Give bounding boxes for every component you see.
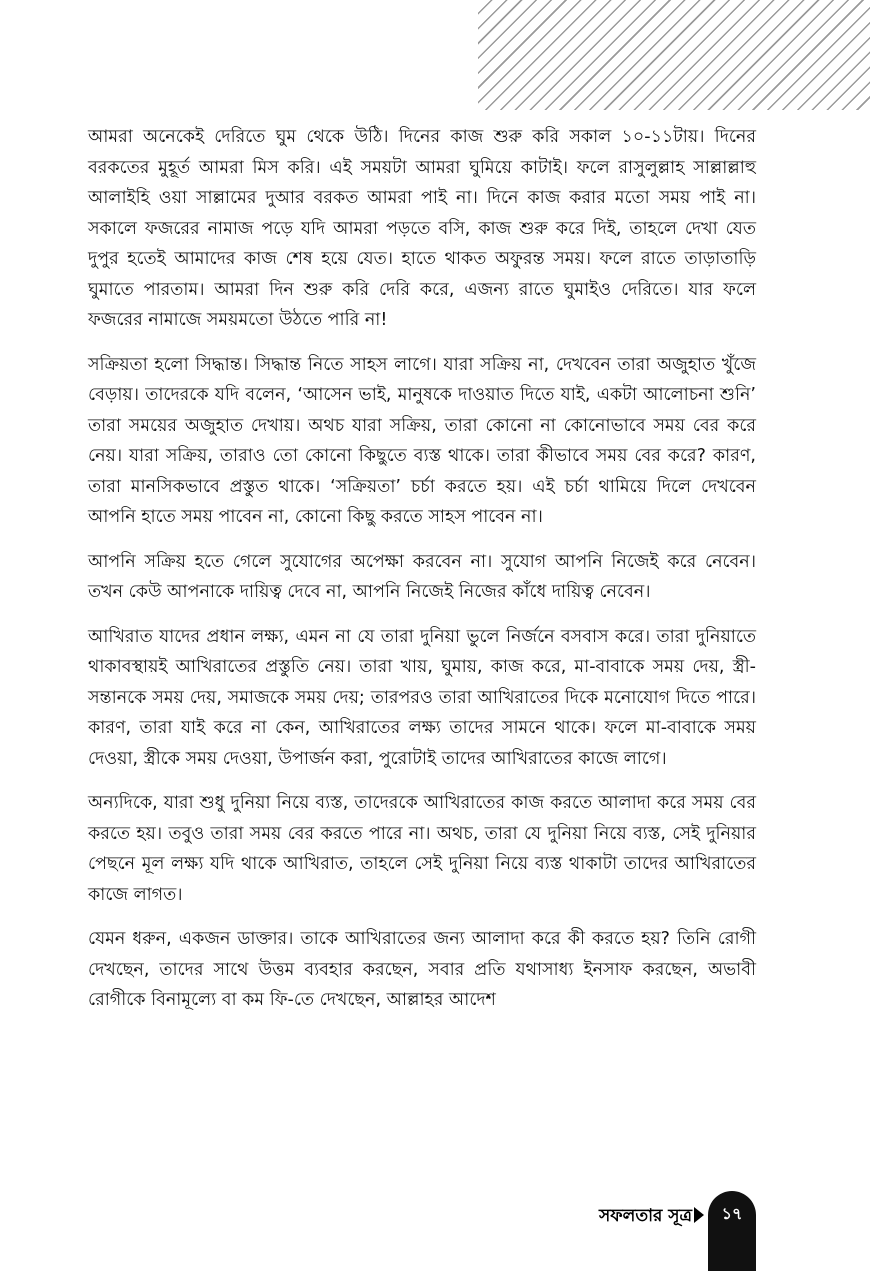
paragraph-4: আখিরাত যাদের প্রধান লক্ষ্য, এমন না যে তারা দুনিয়া ভুলে নির্জনে বসবাস করে। তারা দুনিয়াতে থাকাবস্থায়ই আখিরাতের প্রস্তুতি নেয়। তারা খায়, ঘুমায়, কাজ করে, মা-বাবাকে সময় দেয়, স্ত্রী-সন্তানকে সময় দেয়, সমাজকে সময় দেয়; তারপরও তারা আখিরাতের দিকে মনোযোগ দিতে পারে। কারণ, তারা যাই করে না কেন, আখিরাতের লক্ষ্য তাদের সামনে থাকে। ফলে মা-বাবাকে সময় দেওয়া, স্ত্রীকে সময় দেওয়া, উপার্জন করা, পুরোটাই তাদের আখিরাতের কাজে লাগে। bbox=[88, 626, 756, 769]
page-body bbox=[88, 122, 756, 1030]
paragraph-6: যেমন ধরুন, একজন ডাক্তার। তাকে আখিরাতের জন্য আলাদা করে কী করতে হয়? তিনি রোগী দেখছেন, তাদের সাথে উত্তম ব্যবহার করছেন, সবার প্রতি যথাসাধ্য ইনসাফ করছেন, অভাবী রোগীকে বিনামূল্যে বা কম ফি-তে দেখছেন, আল্লাহর আদেশ bbox=[88, 929, 756, 1010]
paragraph-5: অন্যদিকে, যারা শুধু দুনিয়া নিয়ে ব্যস্ত, তাদেরকে আখিরাতের কাজ করতে আলাদা করে সময় বের করতে হয়। তবুও তারা সময় বের করতে পারে না। অথচ, তারা যে দুনিয়া নিয়ে ব্যস্ত, সেই দুনিয়ার পেছনে মূল লক্ষ্য যদি থাকে আখিরাত, তাহলে সেই দুনিয়া নিয়ে ব্যস্ত থাকাটা তাদের আখিরাতের কাজে লাগত। bbox=[88, 793, 756, 905]
paragraph-1: আমরা অনেকেই দেরিতে ঘুম থেকে উঠি। দিনের কাজ শুরু করি সকাল ১০-১১টায়। দিনের বরকতের মুহূর্ত আমরা মিস করি। এই সময়টা আমরা ঘুমিয়ে কাটাই। ফলে রাসুলুল্লাহ সাল্লাল্লাহু আলাইহি ওয়া সাল্লামের দুআর বরকত আমরা পাই না। দিনে কাজ করার মতো সময় পাই না। সকালে ফজরের নামাজ পড়ে যদি আমরা পড়তে বসি, কাজ শুরু করে দিই, তাহলে দেখা যেত দুপুর হতেই আমাদের কাজ শেষ হয়ে যেত। হাতে থাকত অফুরন্ত সময়। ফলে রাতে তাড়াতাড়ি ঘুমাতে পারতাম। আমরা দিন শুরু করি দেরি করে, এজন্য রাতে ঘুমাইও দেরিতে। যার ফলে ফজরের নামাজে সময়মতো উঠতে পারি না! bbox=[88, 127, 756, 330]
page-number: ১৭ bbox=[721, 1204, 743, 1223]
paragraph-2: সক্রিয়তা হলো সিদ্ধান্ত। সিদ্ধান্ত নিতে সাহস লাগে। যারা সক্রিয় না, দেখবেন তারা অজুহাত খুঁজে বেড়ায়। তাদেরকে যদি বলেন, ‘আসেন ভাই, মানুষকে দাওয়াত দিতে যাই, একটা আলোচনা শুনি’ তারা সময়ের অজুহাত দেখায়। অথচ যারা সক্রিয়, তারা কোনো না কোনোভাবে সময় বের করে নেয়। যারা সক্রিয়, তারাও তো কোনো কিছুতে ব্যস্ত থাকে। তারা কীভাবে সময় বের করে? কারণ, তারা মানসিকভাবে প্রস্তুত থাকে। ‘সক্রিয়তা’ চর্চা করতে হয়। এই চর্চা থামিয়ে দিলে দেখবেন আপনি হাতে সময় পাবেন না, কোনো কিছু করতে সাহস পাবেন না। bbox=[88, 354, 756, 527]
page-number-badge bbox=[708, 1191, 756, 1271]
triangle-arrow-icon bbox=[694, 1207, 704, 1223]
decorative-hatch-pattern bbox=[478, 0, 870, 110]
book-title: সফলতার সূত্র bbox=[599, 1206, 692, 1226]
page-footer bbox=[0, 1191, 870, 1271]
paragraph-3: আপনি সক্রিয় হতে গেলে সুযোগের অপেক্ষা করবেন না। সুযোগ আপনি নিজেই করে নেবেন। তখন কেউ আপনাকে দায়িত্ব দেবে না, আপনি নিজেই নিজের কাঁধে দায়িত্ব নেবেন। bbox=[88, 551, 756, 602]
